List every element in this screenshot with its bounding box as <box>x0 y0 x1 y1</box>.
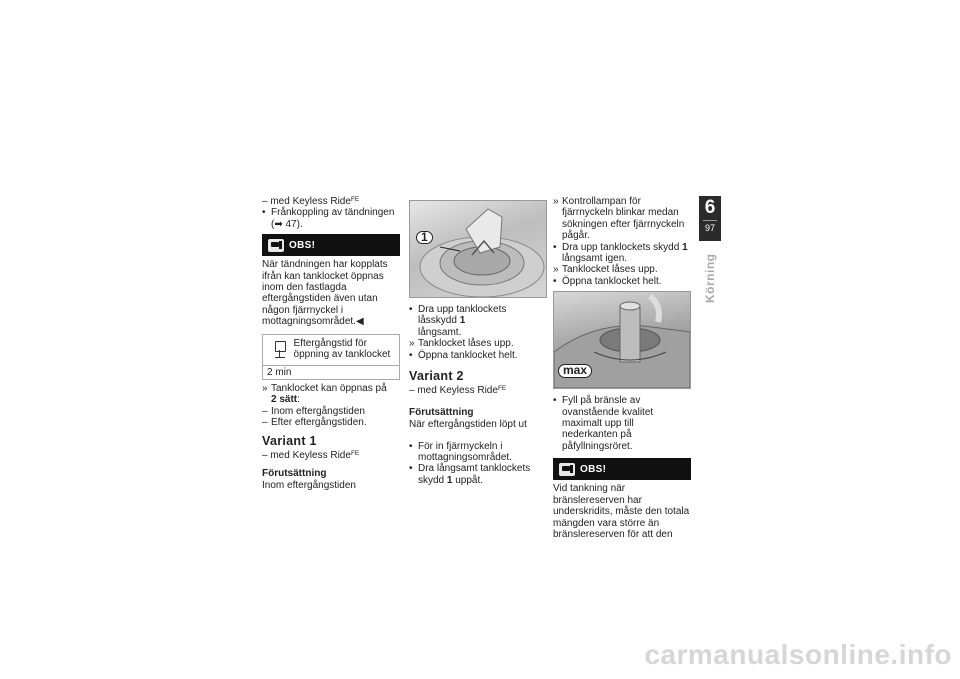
bullet-insert-key: • För in fjärrnyckeln i mottagningsområdet. <box>409 440 512 464</box>
bullet-pull-cover: • Dra långsamt tanklockets skydd 1 uppåt. <box>409 463 531 486</box>
column-1: – med Keyless Ride$^{FE}$ • Frånkoppling av tändningen (➡ 47). OBS! När tändningen har kopplats ifrån kan tanklocket öppnas inom den fastlagda eftergångstiden även utan någon fjärrnyckel i mottagningsområdet.◀ Eftergångstid för öppning av tanklocket 2 min » Tanklocket kan öppnas på 2 sätt: – Inom eftergångstiden – Efter eftergångstiden. Variant 1 – med Keyless Ride$^{FE}$ Förutsättning Inom eftergångstiden <box>262 196 400 491</box>
obs-header: OBS! <box>262 234 400 256</box>
callout-label-1: 1 <box>416 231 433 244</box>
chapter-side-label: Körning <box>703 253 717 303</box>
hand-pointer-icon <box>268 239 284 252</box>
result-unlocked: » Tanklocket låses upp. <box>409 338 514 350</box>
keyless-ride-condition: – med Keyless Ride <box>262 196 351 207</box>
variant-2-heading: Variant 2 <box>409 369 464 384</box>
column-3 <box>553 196 691 540</box>
bullet-open-cap-3: • Öppna tanklocket helt. <box>553 275 662 287</box>
page-reference: (➡ 47). <box>271 218 303 230</box>
prerequisite-heading: Förutsättning <box>262 467 327 479</box>
prerequisite-text: Inom eftergångstiden <box>262 479 356 491</box>
tank-cap-illustration <box>410 201 546 297</box>
fe-superscript: FE <box>350 196 360 203</box>
prerequisite-text-2: När eftergångstiden löpt ut <box>409 419 527 431</box>
bullet-open-cap: • Öppna tanklocket helt. <box>409 349 518 361</box>
dash-within-delay: – Inom eftergångstiden <box>262 405 365 417</box>
watermark: carmanualsonline.info <box>644 639 952 670</box>
result-unlocked-3: » Tanklocket låses upp. <box>553 264 658 276</box>
obs-header-2: OBS! <box>553 458 691 480</box>
table-value: 2 min <box>267 366 292 378</box>
chapter-number: 6 <box>704 197 716 218</box>
result-opening-ways: » Tanklocket kan öppnas på 2 sätt: <box>262 383 387 406</box>
obs-text-2: Vid tankning när bränslereserven har underskridits, måste den totala mängden vara större än bränslereserven för att den <box>553 483 690 540</box>
obs-text: När tändningen har kopplats ifrån kan tanklocket öppnas inom den fastlagda eftergångstiden även utan någon fjärrnyckel i mottagningsområdet.◀ <box>262 259 388 328</box>
bullet-pull-lock-cover: • Dra upp tanklockets låsskydd 1 långsamt. <box>409 304 507 338</box>
bullet-pull-cover-again: • Dra upp tanklockets skydd 1 långsamt igen. <box>553 241 688 265</box>
chapter-tab <box>699 196 721 241</box>
hand-pointer-icon <box>559 463 575 476</box>
filler-neck-photo <box>553 291 691 389</box>
delay-time-table <box>262 334 400 380</box>
tank-cap-photo <box>409 200 547 298</box>
prerequisite-heading-2: Förutsättning <box>409 406 474 418</box>
bullet-ignition-off: • Frånkoppling av tändningen <box>262 207 395 219</box>
column-2: 1 • Dra upp tanklockets låsskydd 1 långsamt. » Tanklocket låses upp. • Öppna tanklocket helt. Variant 2 – med Keyless Ride$^{FE}$ Förutsättning När eftergångstiden löpt ut • För in fjärrnyckeln i mottagningsområdet. • Dra långsamt tanklockets skydd 1 uppåt. <box>409 200 547 486</box>
timer-icon <box>273 341 282 359</box>
callout-label-max: max <box>558 364 592 377</box>
bullet-fill-fuel: • Fyll på bränsle av ovanstående kvalitet maximalt upp till nederkanten på påfyllningsröret. <box>553 395 654 452</box>
variant-1-heading: Variant 1 <box>262 433 317 448</box>
page-number: 97 <box>704 223 715 233</box>
table-label: Eftergångstid för öppning av tanklocket <box>293 337 391 361</box>
dash-after-delay: – Efter eftergångstiden. <box>262 417 367 429</box>
result-lamp-flashing: » Kontrollampan för fjärrnyckeln blinkar medan sökningen efter fjärrnyckeln pågår. <box>553 196 685 242</box>
